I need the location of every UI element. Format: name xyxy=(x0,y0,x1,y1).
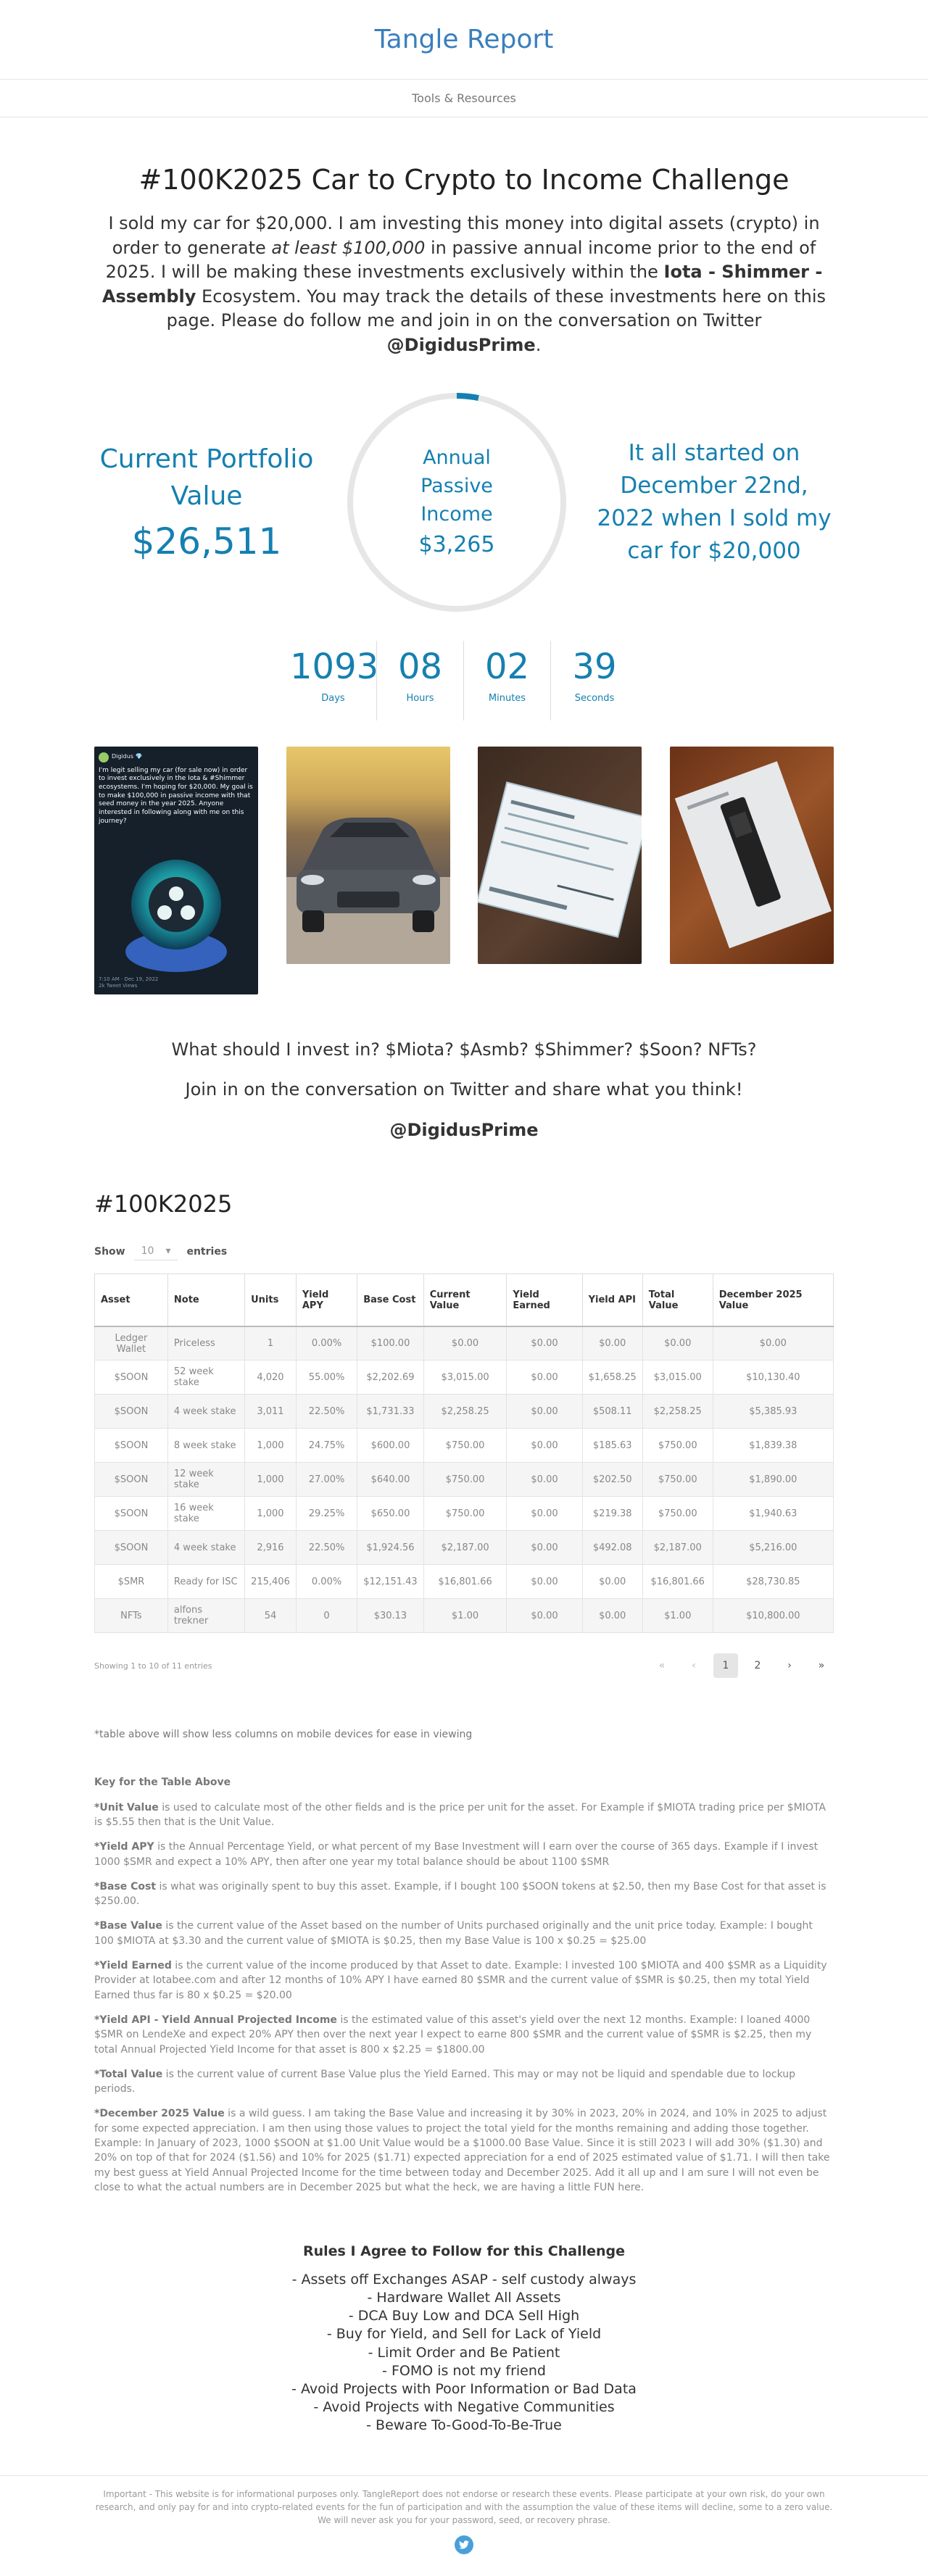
table-cell: $202.50 xyxy=(582,1463,642,1497)
key-term: *Yield Earned xyxy=(94,1960,172,1972)
column-header[interactable]: Yield API xyxy=(582,1274,642,1326)
car-illustration xyxy=(286,747,450,964)
key-definition: is the current value of the Asset based on the number of Units purchased originally and the unit price today. Example: I bought 100 $MIOTA at $3.30 and the current value of $MIOTA is $0.25, then my Base Value is 100 x $0.25 = $25.00 xyxy=(94,1920,813,1947)
table-cell: $2,258.25 xyxy=(423,1395,507,1429)
car-photo[interactable] xyxy=(286,747,450,964)
check-photo[interactable] xyxy=(478,747,642,964)
table-cell: $SOON xyxy=(95,1531,168,1565)
income-progress-ring xyxy=(346,391,568,613)
intro-text-1: I sold my car for $20,000. I am investing this money into digital assets (crypto) in order to generate xyxy=(108,213,820,258)
countdown-label: Days xyxy=(321,692,345,704)
tweet-header xyxy=(99,752,254,763)
table-cell: $0.00 xyxy=(507,1463,582,1497)
table-cell: $3,015.00 xyxy=(423,1360,507,1395)
table-cell: $1,658.25 xyxy=(582,1360,642,1395)
footer-disclaimer: Important - This website is for informational purposes only. TangleReport does not endorse or research these events. Please participate at your own risk, do your own research, and only pay for and into crypto-related events for the fun of participation and with the assumption the value of these items will decline, some to a zero value. We will never ask you for your password, seed, or recovery phrase. xyxy=(95,2488,833,2525)
photo-gallery xyxy=(94,747,834,994)
table-cell: 1 xyxy=(245,1326,297,1360)
table-cell: $0.00 xyxy=(713,1326,833,1360)
column-header[interactable]: Base Cost xyxy=(357,1274,423,1326)
chevron-left-icon[interactable]: ‹ xyxy=(692,1660,696,1672)
rule-item: - Buy for Yield, and Sell for Lack of Yield xyxy=(326,2326,602,2343)
table-cell: $0.00 xyxy=(507,1360,582,1395)
table-cell: $1,839.38 xyxy=(713,1429,833,1463)
tweet-text: I'm legit selling my car (for sale now) in order to invest exclusively in the Iota & #Shimmer ecosystems. I'm hoping for $20,000. My goal is to make $100,000 in passive income with that seed money in the year 2025. Anyone interested in following along with me on this journey? xyxy=(99,766,253,825)
table-cell: 0.00% xyxy=(296,1326,357,1360)
table-cell: 8 week stake xyxy=(167,1429,244,1463)
table-cell: $0.00 xyxy=(507,1326,582,1360)
chevron-down-icon: ▾ xyxy=(165,1245,171,1258)
countdown xyxy=(94,641,834,720)
table-cell: $28,730.85 xyxy=(713,1565,833,1599)
table-cell: $2,187.00 xyxy=(423,1531,507,1565)
tweet-date: 7:10 AM · Dec 19, 2022 xyxy=(99,976,159,983)
key-definition: is the current value of the income produced by that Asset to date. Example: I invested 100 $MIOTA and 400 $SMR as a Liquidity Provider at Iotabee.com and after 12 months of 10% APY I have earned 80 $SMR and the current value of $SMR is $0.25, then my total Yield Earned thus far is 80 x $0.25 = $20.00 xyxy=(94,1960,827,2001)
table-cell: $750.00 xyxy=(642,1497,713,1531)
table-cell: $1,731.33 xyxy=(357,1395,423,1429)
table-cell: $10,800.00 xyxy=(713,1599,833,1633)
tweet-views: 2k Tweet Views xyxy=(99,983,138,989)
countdown-label: Hours xyxy=(406,692,434,704)
table-cell: $219.38 xyxy=(582,1497,642,1531)
table-cell: $600.00 xyxy=(357,1429,423,1463)
table-footer xyxy=(94,1653,834,1678)
table-cell: $0.00 xyxy=(642,1326,713,1360)
key-item xyxy=(94,1919,834,1948)
table-cell: 12 week stake xyxy=(167,1463,244,1497)
table-cell: $100.00 xyxy=(357,1326,423,1360)
table-cell: 0.00% xyxy=(296,1565,357,1599)
table-cell: 2,916 xyxy=(245,1531,297,1565)
subnav xyxy=(0,80,928,117)
key-item xyxy=(94,2106,834,2195)
key-item xyxy=(94,1840,834,1869)
portfolio-value: $26,511 xyxy=(131,520,282,562)
countdown-label: Seconds xyxy=(574,692,615,704)
countdown-value: 1093 xyxy=(290,646,379,687)
portfolio-stat xyxy=(94,441,319,562)
table-cell: NFTs xyxy=(95,1599,168,1633)
table-cell: Ready for ISC xyxy=(167,1565,244,1599)
table-cell: $0.00 xyxy=(507,1429,582,1463)
hardware-wallet-illustration xyxy=(670,747,834,964)
call-to-action xyxy=(94,1038,834,1143)
column-header[interactable]: December 2025 Value xyxy=(713,1274,833,1326)
table-cell: 29.25% xyxy=(296,1497,357,1531)
entries-select[interactable] xyxy=(134,1242,178,1260)
rule-item: - Limit Order and Be Patient xyxy=(368,2344,560,2361)
table-cell: $12,151.43 xyxy=(357,1565,423,1599)
table-cell: $640.00 xyxy=(357,1463,423,1497)
table-key xyxy=(94,1775,834,2195)
table-cell: 4 week stake xyxy=(167,1395,244,1429)
table-cell: $1.00 xyxy=(423,1599,507,1633)
countdown-value: 08 xyxy=(397,646,443,687)
key-definition: is used to calculate most of the other fields and is the price per unit for the asset. For Example if $MIOTA trading price per $MIOTA is $5.55 then that is the Unit Value. xyxy=(94,1801,826,1828)
main-content xyxy=(94,164,834,2435)
column-header[interactable]: Yield APY xyxy=(296,1274,357,1326)
rule-item: - Avoid Projects with Negative Communities xyxy=(313,2398,615,2415)
table-cell: $1,890.00 xyxy=(713,1463,833,1497)
table-cell: $750.00 xyxy=(423,1463,507,1497)
table-cell: $750.00 xyxy=(423,1497,507,1531)
table-cell: 1,000 xyxy=(245,1463,297,1497)
twitter-bird-icon[interactable] xyxy=(455,2535,473,2554)
table-cell: Ledger Wallet xyxy=(95,1326,168,1360)
income-stat xyxy=(346,391,568,613)
table-cell: $30.13 xyxy=(357,1599,423,1633)
table-cell: 3,011 xyxy=(245,1395,297,1429)
tweet-screenshot[interactable] xyxy=(94,747,258,994)
countdown-minutes xyxy=(464,641,551,720)
intro-twitter-handle[interactable]: @DigidusPrime xyxy=(386,334,536,355)
table-cell: 16 week stake xyxy=(167,1497,244,1531)
entries-select-value: 10 xyxy=(141,1245,154,1258)
check-illustration xyxy=(478,747,642,964)
table-cell: $1,924.56 xyxy=(357,1531,423,1565)
key-term: *Total Value xyxy=(94,2068,163,2080)
table-cell: 27.00% xyxy=(296,1463,357,1497)
table-cell: 1,000 xyxy=(245,1429,297,1463)
column-header[interactable]: Units xyxy=(245,1274,297,1326)
page-title: #100K2025 Car to Crypto to Income Challenge xyxy=(138,164,790,196)
page-button[interactable]: 2 xyxy=(754,1660,761,1672)
mobile-note: *table above will show less columns on mobile devices for ease in viewing xyxy=(94,1729,473,1741)
table-cell: $185.63 xyxy=(582,1429,642,1463)
table-cell: 54 xyxy=(245,1599,297,1633)
stats-row xyxy=(94,383,834,622)
intro-emphasis: at least $100,000 xyxy=(271,237,426,258)
started-text: It all started on December 22nd, 2022 when I sold my car for $20,000 xyxy=(597,439,832,564)
table-cell: $2,202.69 xyxy=(357,1360,423,1395)
rule-item: - Assets off Exchanges ASAP - self custody always xyxy=(291,2272,637,2288)
table-cell: $3,015.00 xyxy=(642,1360,713,1395)
countdown-seconds xyxy=(551,641,638,720)
challenge-rules xyxy=(94,2243,834,2435)
table-cell: $492.08 xyxy=(582,1531,642,1565)
intro-paragraph xyxy=(94,212,834,358)
key-items xyxy=(94,1800,834,2195)
table-row xyxy=(95,1463,834,1497)
pagination xyxy=(650,1653,834,1678)
table-row xyxy=(95,1395,834,1429)
double-chevron-right-icon[interactable]: » xyxy=(818,1660,825,1672)
cta-question: What should I invest in? $Miota? $Asmb? $Shimmer? $Soon? NFTs? xyxy=(171,1039,757,1060)
table-cell: $SOON xyxy=(95,1497,168,1531)
chevron-right-icon[interactable]: › xyxy=(787,1660,792,1672)
twitter-bird-glyph xyxy=(459,2540,469,2549)
key-term: *December 2025 Value xyxy=(94,2108,225,2120)
table-cell: 24.75% xyxy=(296,1429,357,1463)
table-cell: $SMR xyxy=(95,1565,168,1599)
column-header[interactable]: Asset xyxy=(95,1274,168,1326)
table-cell: 215,406 xyxy=(245,1565,297,1599)
table-cell: alfons trekner xyxy=(167,1599,244,1633)
column-header[interactable]: Yield Earned xyxy=(507,1274,582,1326)
income-label: Annual Passive Income xyxy=(420,446,493,526)
rule-item: - FOMO is not my friend xyxy=(382,2362,546,2379)
table-cell: 1,000 xyxy=(245,1497,297,1531)
key-definition: is what was originally spent to buy this asset. Example, if I bought 100 $SOON tokens at $2.50, then my Base Cost for that asset is $250.00. xyxy=(94,1880,826,1908)
portfolio-label: Current Portfolio Value xyxy=(99,444,314,511)
show-label: Show xyxy=(94,1245,125,1258)
page-button[interactable]: 1 xyxy=(713,1653,738,1678)
key-definition: is the estimated value of this asset's yield over the next 12 months. Example: I loaned 4000 $SMR on LendeXe and expect 20% APY then over the next year I expect to earne 800 $SMR and the current value of $SMR is $2.25, then my total Annual Projected Yield Income for that asset is 800 x $2.25 = $1800.00 xyxy=(94,2014,812,2056)
table-row xyxy=(95,1360,834,1395)
countdown-value: 02 xyxy=(484,646,530,687)
avatar xyxy=(99,752,109,763)
table-cell: 4 week stake xyxy=(167,1531,244,1565)
table-cell: $SOON xyxy=(95,1395,168,1429)
tweet-meta xyxy=(99,976,158,989)
table-cell: 55.00% xyxy=(296,1360,357,1395)
key-term: *Yield APY xyxy=(94,1841,154,1853)
table-cell: $0.00 xyxy=(507,1599,582,1633)
crypto-orb-illustration xyxy=(111,836,241,981)
table-cell: $750.00 xyxy=(642,1429,713,1463)
key-term: *Base Cost xyxy=(94,1880,157,1892)
key-item xyxy=(94,2067,834,2097)
key-definition: is the current value of current Base Value plus the Yield Earned. This may or may not be liquid and spendable due to lockup periods. xyxy=(94,2068,796,2095)
key-term: *Unit Value xyxy=(94,1801,159,1813)
cta-twitter-handle[interactable]: @DigidusPrime xyxy=(389,1119,539,1140)
site-footer xyxy=(0,2475,928,2576)
table-cell: 52 week stake xyxy=(167,1360,244,1395)
countdown-label: Minutes xyxy=(488,692,526,704)
column-header[interactable]: Current Value xyxy=(423,1274,507,1326)
table-cell: $0.00 xyxy=(507,1497,582,1531)
table-cell: $16,801.66 xyxy=(423,1565,507,1599)
column-header[interactable]: Note xyxy=(167,1274,244,1326)
intro-ecosystem: Iota - Shimmer - Assembly xyxy=(102,262,823,307)
key-item xyxy=(94,2013,834,2057)
intro-text-2: in passive annual income prior to the end of 2025. I will be making these investments exclusively within the xyxy=(105,237,816,283)
column-header[interactable]: Total Value xyxy=(642,1274,713,1326)
table-row xyxy=(95,1531,834,1565)
table-info: Showing 1 to 10 of 11 entries xyxy=(94,1661,212,1671)
key-definition: is the Annual Percentage Yield, or what percent of my Base Investment will I earn over the course of 365 days. Example if I invest 1000 $SMR and expect a 10% APY, then after one year my total balance should be about 1100 $SMR xyxy=(94,1841,819,1868)
table-cell: $1,940.63 xyxy=(713,1497,833,1531)
table-cell: $SOON xyxy=(95,1360,168,1395)
tweet-artwork xyxy=(111,836,241,981)
countdown-hours xyxy=(377,641,464,720)
table-cell: $5,385.93 xyxy=(713,1395,833,1429)
key-item xyxy=(94,1800,834,1830)
table-cell: $750.00 xyxy=(642,1463,713,1497)
table-cell: $0.00 xyxy=(423,1326,507,1360)
site-header xyxy=(0,0,928,80)
table-cell: $16,801.66 xyxy=(642,1565,713,1599)
site-title[interactable]: Tangle Report xyxy=(374,25,554,54)
table-cell: $2,187.00 xyxy=(642,1531,713,1565)
table-header-row xyxy=(95,1274,834,1326)
table-cell: $0.00 xyxy=(582,1326,642,1360)
tweet-author: Digidus 💎 xyxy=(112,753,143,760)
table-cell: $2,258.25 xyxy=(642,1395,713,1429)
rule-item: - Beware To-Good-To-Be-True xyxy=(366,2417,562,2433)
table-cell: $0.00 xyxy=(507,1565,582,1599)
table-cell: $SOON xyxy=(95,1463,168,1497)
table-cell: $0.00 xyxy=(507,1531,582,1565)
table-row xyxy=(95,1429,834,1463)
table-cell: $SOON xyxy=(95,1429,168,1463)
key-term: *Base Value xyxy=(94,1920,162,1932)
table-row xyxy=(95,1565,834,1599)
key-title: Key for the Table Above xyxy=(94,1777,231,1789)
table-cell: $0.00 xyxy=(582,1565,642,1599)
table-cell: 0 xyxy=(296,1599,357,1633)
intro-text-3: Ecosystem. You may track the details of these investments here on this page. Please do follow me and join in on the conversation on Twitter xyxy=(166,286,826,331)
countdown-value: 39 xyxy=(572,646,617,687)
rule-item: - Hardware Wallet All Assets xyxy=(367,2290,561,2306)
table-cell: $508.11 xyxy=(582,1395,642,1429)
table-cell: $750.00 xyxy=(423,1429,507,1463)
table-cell: Priceless xyxy=(167,1326,244,1360)
rule-item: - Avoid Projects with Poor Information or Bad Data xyxy=(291,2380,637,2397)
table-body xyxy=(95,1326,834,1633)
table-length-control xyxy=(94,1242,834,1260)
tools-resources-link[interactable]: Tools & Resources xyxy=(412,91,516,105)
table-cell: $10,130.40 xyxy=(713,1360,833,1395)
table-heading: #100K2025 xyxy=(94,1190,233,1218)
table-row xyxy=(95,1326,834,1360)
hardware-wallet-photo[interactable] xyxy=(670,747,834,964)
table-cell: 22.50% xyxy=(296,1531,357,1565)
table-row xyxy=(95,1497,834,1531)
table-cell: $5,216.00 xyxy=(713,1531,833,1565)
table-cell: 4,020 xyxy=(245,1360,297,1395)
double-chevron-left-icon[interactable]: « xyxy=(658,1660,666,1672)
table-cell: $1.00 xyxy=(642,1599,713,1633)
key-item xyxy=(94,1879,834,1909)
key-item xyxy=(94,1958,834,2003)
table-cell: $0.00 xyxy=(507,1395,582,1429)
cta-invite: Join in on the conversation on Twitter and share what you think! xyxy=(185,1079,743,1100)
rule-item: - DCA Buy Low and DCA Sell High xyxy=(348,2308,580,2324)
table-cell: $0.00 xyxy=(582,1599,642,1633)
table-row xyxy=(95,1599,834,1633)
rules-list xyxy=(94,2271,834,2435)
assets-table xyxy=(94,1274,834,1633)
entries-label: entries xyxy=(186,1245,228,1258)
income-value: $3,265 xyxy=(418,531,495,557)
intro-text-4: . xyxy=(535,334,542,355)
key-term: *Yield API - Yield Annual Projected Income xyxy=(94,2014,337,2026)
table-cell: $650.00 xyxy=(357,1497,423,1531)
rules-title: Rules I Agree to Follow for this Challenge xyxy=(302,2243,626,2260)
countdown-days xyxy=(290,641,377,720)
table-cell: 22.50% xyxy=(296,1395,357,1429)
key-definition: is a wild guess. I am taking the Base Value and increasing it by 30% in 2023, 20% in 2024, and 10% in 2025 to adjust for some expected appreciation. I am then using those values to project the total yield for the months remaining and adding those together. Example: In January of 2023, 1000 $SOON at $1.00 Unit Value would be a $1000.00 Base Value. Since it is still 2023 I will add 30% ($1.30) and 20% on top of that for 2024 ($1.56) and 10% for 2025 ($1.71) expected appreciation for a end of 2025 estimated value of $1.71. I will then take my best guess at Yield Annual Projected Income for the time between today and December 2025. Add it all up and I am sure I will not even be close to what the actual numbers are in December 2025 but what the heck, we are having a little FUN here. xyxy=(94,2108,830,2193)
